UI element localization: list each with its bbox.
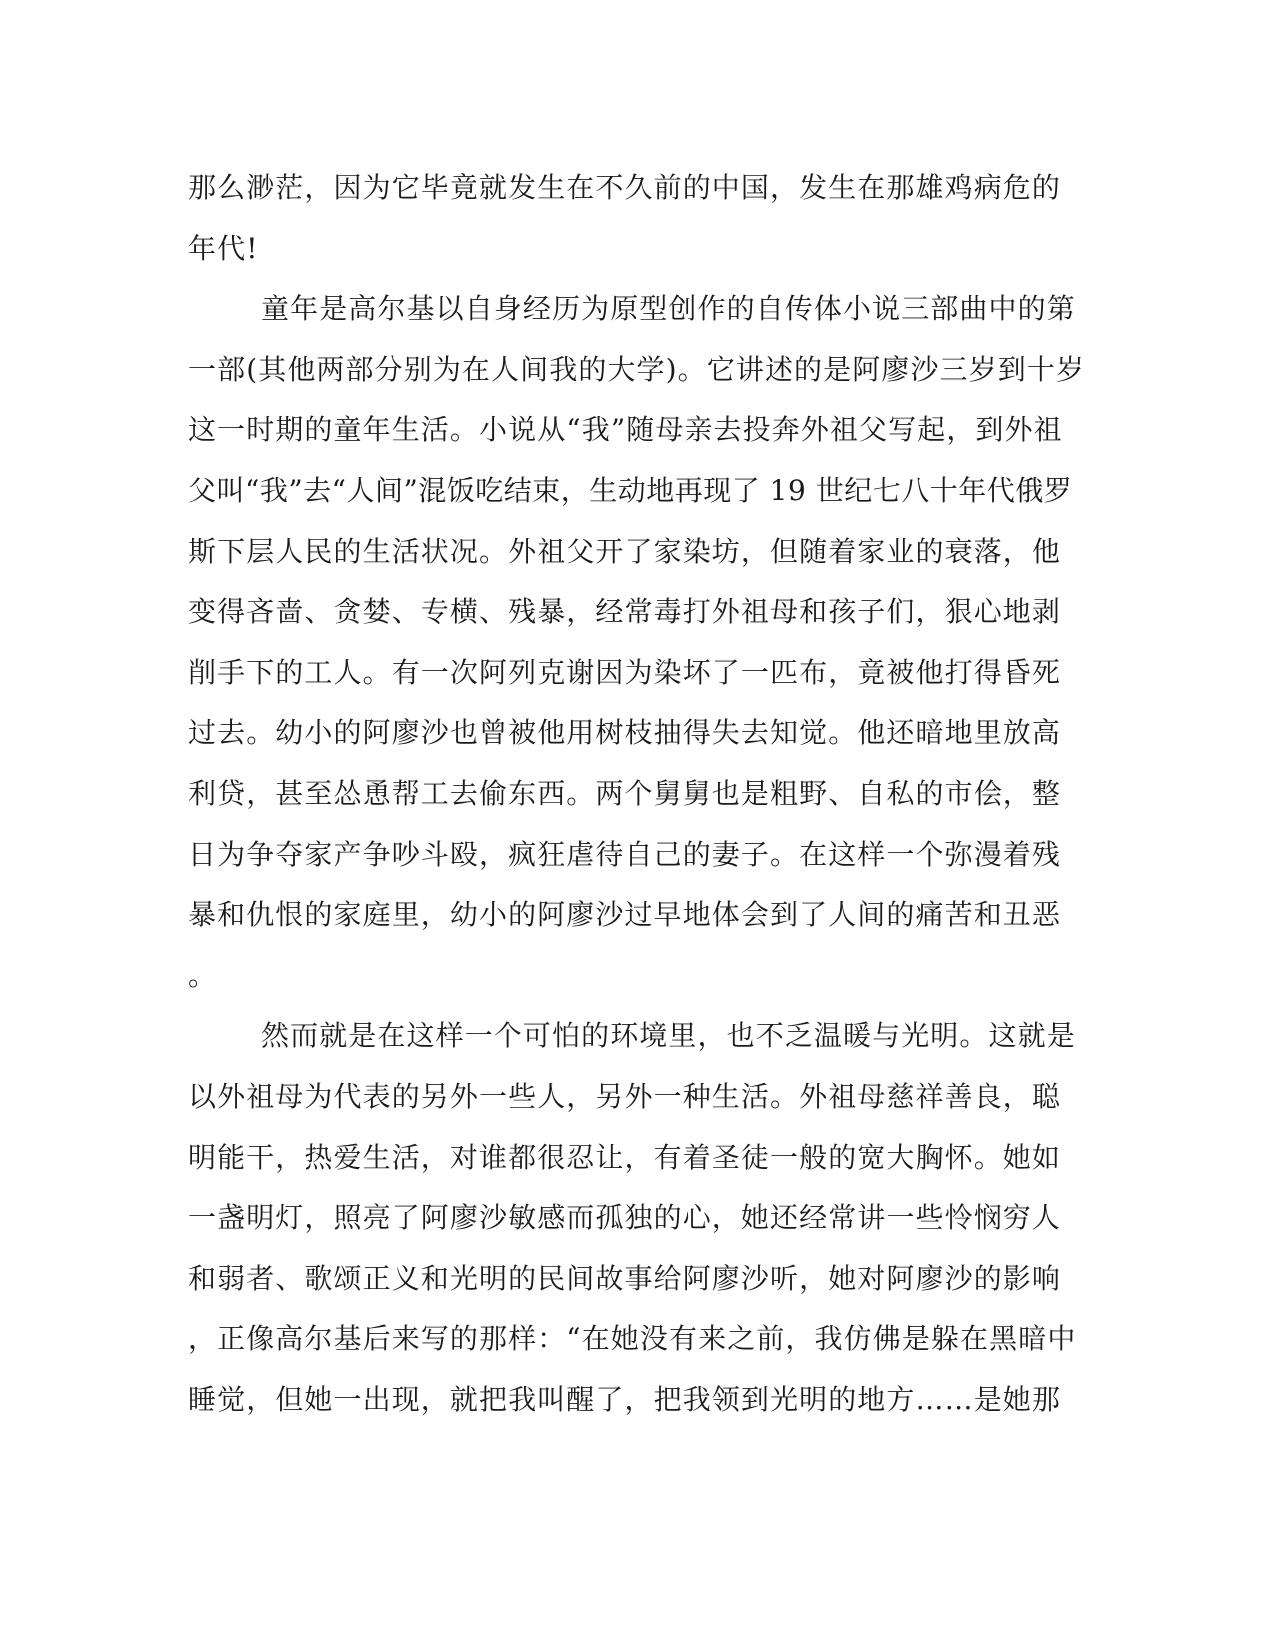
paragraph-first-line: 童年是高尔基以自身经历为原型创作的自传体小说三部曲中的第 — [261, 292, 1076, 326]
text-line: 变得吝啬、贪婪、专横、残暴，经常毒打外祖母和孩子们，狠心地剥 — [188, 595, 1062, 629]
text-line: 明能干，热爱生活，对谁都很忍让，有着圣徒一般的宽大胸怀。她如 — [188, 1140, 1062, 1174]
body-text — [188, 158, 1086, 1430]
text-line: 一盏明灯，照亮了阿廖沙敏感而孤独的心，她还经常讲一些怜悯穷人 — [188, 1201, 1062, 1235]
text-line: 和弱者、歌颂正义和光明的民间故事给阿廖沙听，她对阿廖沙的影响 — [188, 1261, 1062, 1295]
text-line: 。 — [188, 958, 218, 992]
text-line: 一部(其他两部分别为在人间我的大学)。它讲述的是阿廖沙三岁到十岁 — [188, 352, 1086, 386]
text-line: 斯下层人民的生活状况。外祖父开了家染坊，但随着家业的衰落，他 — [188, 534, 1062, 568]
text-line: 以外祖母为代表的另外一些人，另外一种生活。外祖母慈祥善良，聪 — [188, 1079, 1062, 1113]
text-line: 父叫“我”去“人间”混饭吃结束，生动地再现了 19 世纪七八十年代俄罗 — [188, 473, 1073, 507]
text-line: 日为争夺家产争吵斗殴，疯狂虐待自己的妻子。在这样一个弥漫着残 — [188, 837, 1062, 871]
text-line: 睡觉，但她一出现，就把我叫醒了，把我领到光明的地方……是她那 — [188, 1382, 1062, 1416]
text-line: 过去。幼小的阿廖沙也曾被他用树枝抽得失去知觉。他还暗地里放高 — [188, 716, 1062, 750]
text-line: 年代! — [188, 231, 259, 265]
text-line: 那么渺茫，因为它毕竟就发生在不久前的中国，发生在那雄鸡病危的 — [188, 171, 1062, 204]
text-line: 削手下的工人。有一次阿列克谢因为染坏了一匹布，竟被他打得昏死 — [188, 655, 1062, 689]
paragraph-first-line: 然而就是在这样一个可怕的环境里，也不乏温暖与光明。这就是 — [261, 1019, 1076, 1053]
text-line: 暴和仇恨的家庭里，幼小的阿廖沙过早地体会到了人间的痛苦和丑恶 — [188, 898, 1062, 932]
text-line: 利贷，甚至怂恿帮工去偷东西。两个舅舅也是粗野、自私的市侩，整 — [188, 776, 1062, 810]
text-line: ，正像高尔基后来写的那样：“在她没有来之前，我仿佛是躲在黑暗中 — [188, 1322, 1077, 1356]
text-line: 这一时期的童年生活。小说从“我”随母亲去投奔外祖父写起，到外祖 — [188, 413, 1063, 447]
